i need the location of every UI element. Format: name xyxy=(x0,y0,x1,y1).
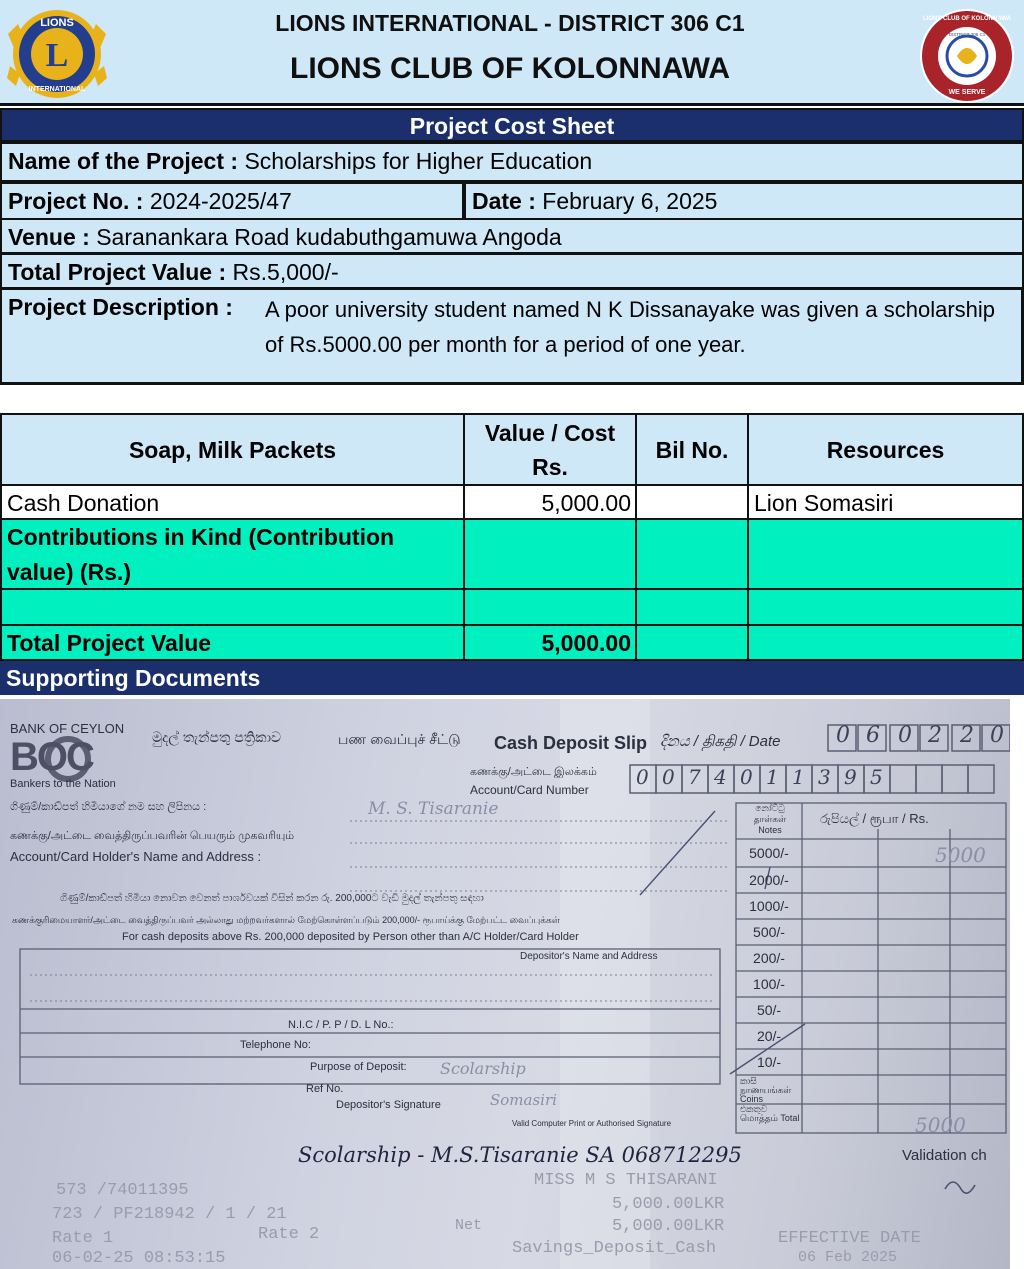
printout-name: MISS M S THISARANI xyxy=(534,1171,718,1190)
printout-type: Savings_Deposit_Cash xyxy=(512,1239,717,1258)
slip-title: Cash Deposit Slip xyxy=(494,733,648,753)
date-digit: 0 xyxy=(836,723,850,748)
total-value-row xyxy=(0,253,1024,289)
denomination-10: 10/- xyxy=(756,1054,782,1070)
row-blank-resources xyxy=(747,588,1024,626)
holder-name-handwritten: M. S. Tisaranie xyxy=(368,799,499,819)
printout-rate-2: Rate 2 xyxy=(258,1225,320,1244)
row-in-kind-item: Contributions in Kind (Contribution value) (Rs.) xyxy=(0,518,465,590)
nic-label: N.I.C / P. P / D. L No.: xyxy=(288,1019,394,1031)
description-value: A poor university student named N K Dissanayake was given a scholarship of Rs.5000.00 per month for a period of one year. xyxy=(265,297,995,357)
project-no-label: Project No. : xyxy=(8,188,144,214)
account-digit: 4 xyxy=(714,765,727,789)
row-blank-item xyxy=(0,588,465,626)
depositor-label: Depositor's Name and Address xyxy=(520,951,658,962)
lions-club-kolonnawa-seal xyxy=(914,6,1020,106)
handwritten-note: Scolarship - M.S.Tisaranie SA 068712295 xyxy=(298,1143,742,1167)
total-label: එකතුව மொத்தம் Total xyxy=(740,1104,800,1123)
date-digit: 6 xyxy=(866,723,880,748)
purpose-handwritten: Scolarship xyxy=(440,1059,526,1078)
svg-text:WE SERVE: WE SERVE xyxy=(948,89,986,96)
project-name-value: Scholarships for Higher Education xyxy=(244,148,593,174)
printout-net: Net xyxy=(455,1217,483,1234)
notice-tamil: கணக்குரிமையாளர்/அட்டை வைத்திருப்பவர் அல்லாது மற்றவர்களால் மேற்கொள்ளப்படும் 200,000/- ரூபாய்க்கு மேற்பட்ட வைப்புக்கள் xyxy=(12,915,560,925)
account-digit: 3 xyxy=(818,765,831,789)
telephone-label: Telephone No: xyxy=(240,1039,311,1051)
denomination-50: 50/- xyxy=(756,1002,782,1018)
account-digit: 9 xyxy=(844,765,857,789)
col-header-resources: Resources xyxy=(747,413,1024,486)
denomination-5000: 5000/- xyxy=(749,845,789,861)
row-cash-resources: Lion Somasiri xyxy=(747,484,1024,520)
row-total-bill xyxy=(635,624,749,661)
project-name-row xyxy=(0,142,1024,182)
cost-sheet-title: Project Cost Sheet xyxy=(0,108,1024,142)
row-total-resources xyxy=(747,624,1024,661)
date-digit: 2 xyxy=(960,723,974,748)
account-digit: 7 xyxy=(688,765,701,789)
notice-english: For cash deposits above Rs. 200,000 deposited by Person other than A/C Holder/Card Holder xyxy=(122,931,579,943)
lions-international-logo xyxy=(4,4,110,104)
col-header-bill: Bil No. xyxy=(635,413,749,486)
date-digit: 0 xyxy=(990,723,1004,748)
amount-handwritten: 5000 xyxy=(935,843,986,867)
project-no-value: 2024-2025/47 xyxy=(149,188,292,214)
total-value-value: Rs.5,000/- xyxy=(232,259,339,285)
date-digit: 2 xyxy=(928,723,942,748)
printout-line-1: 573 /74011395 xyxy=(56,1181,189,1200)
svg-text:L: L xyxy=(45,37,69,74)
signature-label: Depositor's Signature xyxy=(336,1099,441,1111)
notes-header: නෝට්ටු தாள்கள் Notes xyxy=(753,803,787,835)
bank-tagline: Bankers to the Nation xyxy=(10,778,116,790)
row-total-value: 5,000.00 xyxy=(463,624,637,661)
account-digit: 0 xyxy=(662,765,675,789)
denomination-500: 500/- xyxy=(753,924,785,940)
row-cash-item: Cash Donation xyxy=(0,484,465,520)
slip-title-tamil: பண வைப்புச் சீட்டு xyxy=(338,731,461,747)
holder-label-tamil: கணக்கு/அட்டை வைத்திருப்பவரின் பெயரும் முகவரியும் xyxy=(10,830,295,842)
svg-text:INTERNATIONAL: INTERNATIONAL xyxy=(28,86,86,93)
printout-amount-2: 5,000.00LKR xyxy=(612,1217,725,1236)
svg-text:LIONS CLUB OF KOLONNAWA: LIONS CLUB OF KOLONNAWA xyxy=(923,16,1011,22)
total-value-label: Total Project Value : xyxy=(8,259,227,285)
col-header-value: Value / Cost Rs. xyxy=(463,413,637,486)
row-cash-value: 5,000.00 xyxy=(463,484,637,520)
account-label: Account/Card Number xyxy=(470,783,589,797)
date-cell xyxy=(464,182,1024,220)
row-in-kind-value xyxy=(463,518,637,590)
validation-label: Validation ch xyxy=(902,1147,987,1164)
holder-label: Account/Card Holder's Name and Address : xyxy=(10,849,262,864)
date-label: Date : xyxy=(472,188,536,214)
printout-effective-label: EFFECTIVE DATE xyxy=(778,1229,921,1248)
account-digit: 1 xyxy=(792,765,805,789)
printout-line-2: 723 / PF218942 / 1 / 21 xyxy=(52,1205,287,1224)
row-blank-value xyxy=(463,588,637,626)
row-in-kind-resources xyxy=(747,518,1024,590)
account-digit: 0 xyxy=(636,765,649,789)
club-title: LIONS CLUB OF KOLONNAWA xyxy=(290,52,730,85)
validation-note: Valid Computer Print or Authorised Signature xyxy=(512,1119,672,1128)
description-label: Project Description : xyxy=(8,294,233,320)
coins-label: කාසි நாணயங்கள் Coins xyxy=(740,1076,792,1104)
slip-title-sinhala: මුදල් තැන්පතු පත්‍රිකාව xyxy=(152,729,282,745)
denomination-2000: 2000/- xyxy=(749,872,789,888)
account-digit: 5 xyxy=(870,765,883,789)
purpose-label: Purpose of Deposit: xyxy=(310,1061,407,1073)
denomination-1000: 1000/- xyxy=(749,898,789,914)
holder-label-sinhala: ගිණුම්/කාඩ්පත් හිමියාගේ නම සහ ලිපිනය : xyxy=(10,801,207,813)
row-total-item: Total Project Value xyxy=(0,624,465,661)
denomination-20: 20/- xyxy=(756,1028,782,1044)
date-value: February 6, 2025 xyxy=(542,188,718,214)
svg-text:DISTRICT 306 C1: DISTRICT 306 C1 xyxy=(948,32,986,37)
account-digit: 0 xyxy=(740,765,753,789)
printout-effective-date: 06 Feb 2025 xyxy=(798,1249,898,1266)
venue-label: Venue : xyxy=(8,224,90,250)
signature-handwritten: Somasiri xyxy=(490,1091,557,1109)
printout-rate-1: Rate 1 xyxy=(52,1229,114,1248)
bank-name: BANK OF CEYLON xyxy=(10,721,125,736)
printout-amount-1: 5,000.00LKR xyxy=(612,1195,725,1214)
printout-datetime: 06-02-25 08:53:15 xyxy=(52,1249,226,1268)
col-header-item: Soap, Milk Packets xyxy=(0,413,465,486)
notice-sinhala: ගිණුම්/කාඩ්පත් හිමියා නොවන වෙනත් පාර්ශවයක් විසින් කරන රු. 200,000ට වැඩි මුදල් තැන්පතු සඳහා xyxy=(60,893,484,904)
denomination-200: 200/- xyxy=(753,950,785,966)
project-no-cell xyxy=(0,182,464,220)
total-handwritten: 5000 xyxy=(915,1113,966,1137)
row-cash-bill xyxy=(635,484,749,520)
denomination-100: 100/- xyxy=(753,976,785,992)
account-digit: 1 xyxy=(766,765,779,789)
svg-text:LIONS: LIONS xyxy=(40,17,74,29)
supporting-documents-heading: Supporting Documents xyxy=(0,661,1024,695)
deposit-slip-photo xyxy=(0,699,1010,1269)
date-digit: 0 xyxy=(898,723,912,748)
venue-value: Saranankara Road kudabuthgamuwa Angoda xyxy=(96,224,562,250)
row-in-kind-bill xyxy=(635,518,749,590)
district-title: LIONS INTERNATIONAL - DISTRICT 306 C1 xyxy=(275,10,745,36)
letterhead xyxy=(0,0,1024,106)
account-label-tamil: கணக்கு/அட்டை இலக்கம் xyxy=(470,766,597,778)
row-blank-bill xyxy=(635,588,749,626)
venue-row xyxy=(0,218,1024,254)
rs-header: රුපියල් / ரூபா / Rs. xyxy=(820,811,929,826)
project-name-label: Name of the Project : xyxy=(8,148,239,174)
date-label-slip: දිනය / திகதி / Date xyxy=(660,733,781,750)
boc-logo: BOC xyxy=(10,735,93,779)
ref-label: Ref No. xyxy=(306,1083,344,1095)
